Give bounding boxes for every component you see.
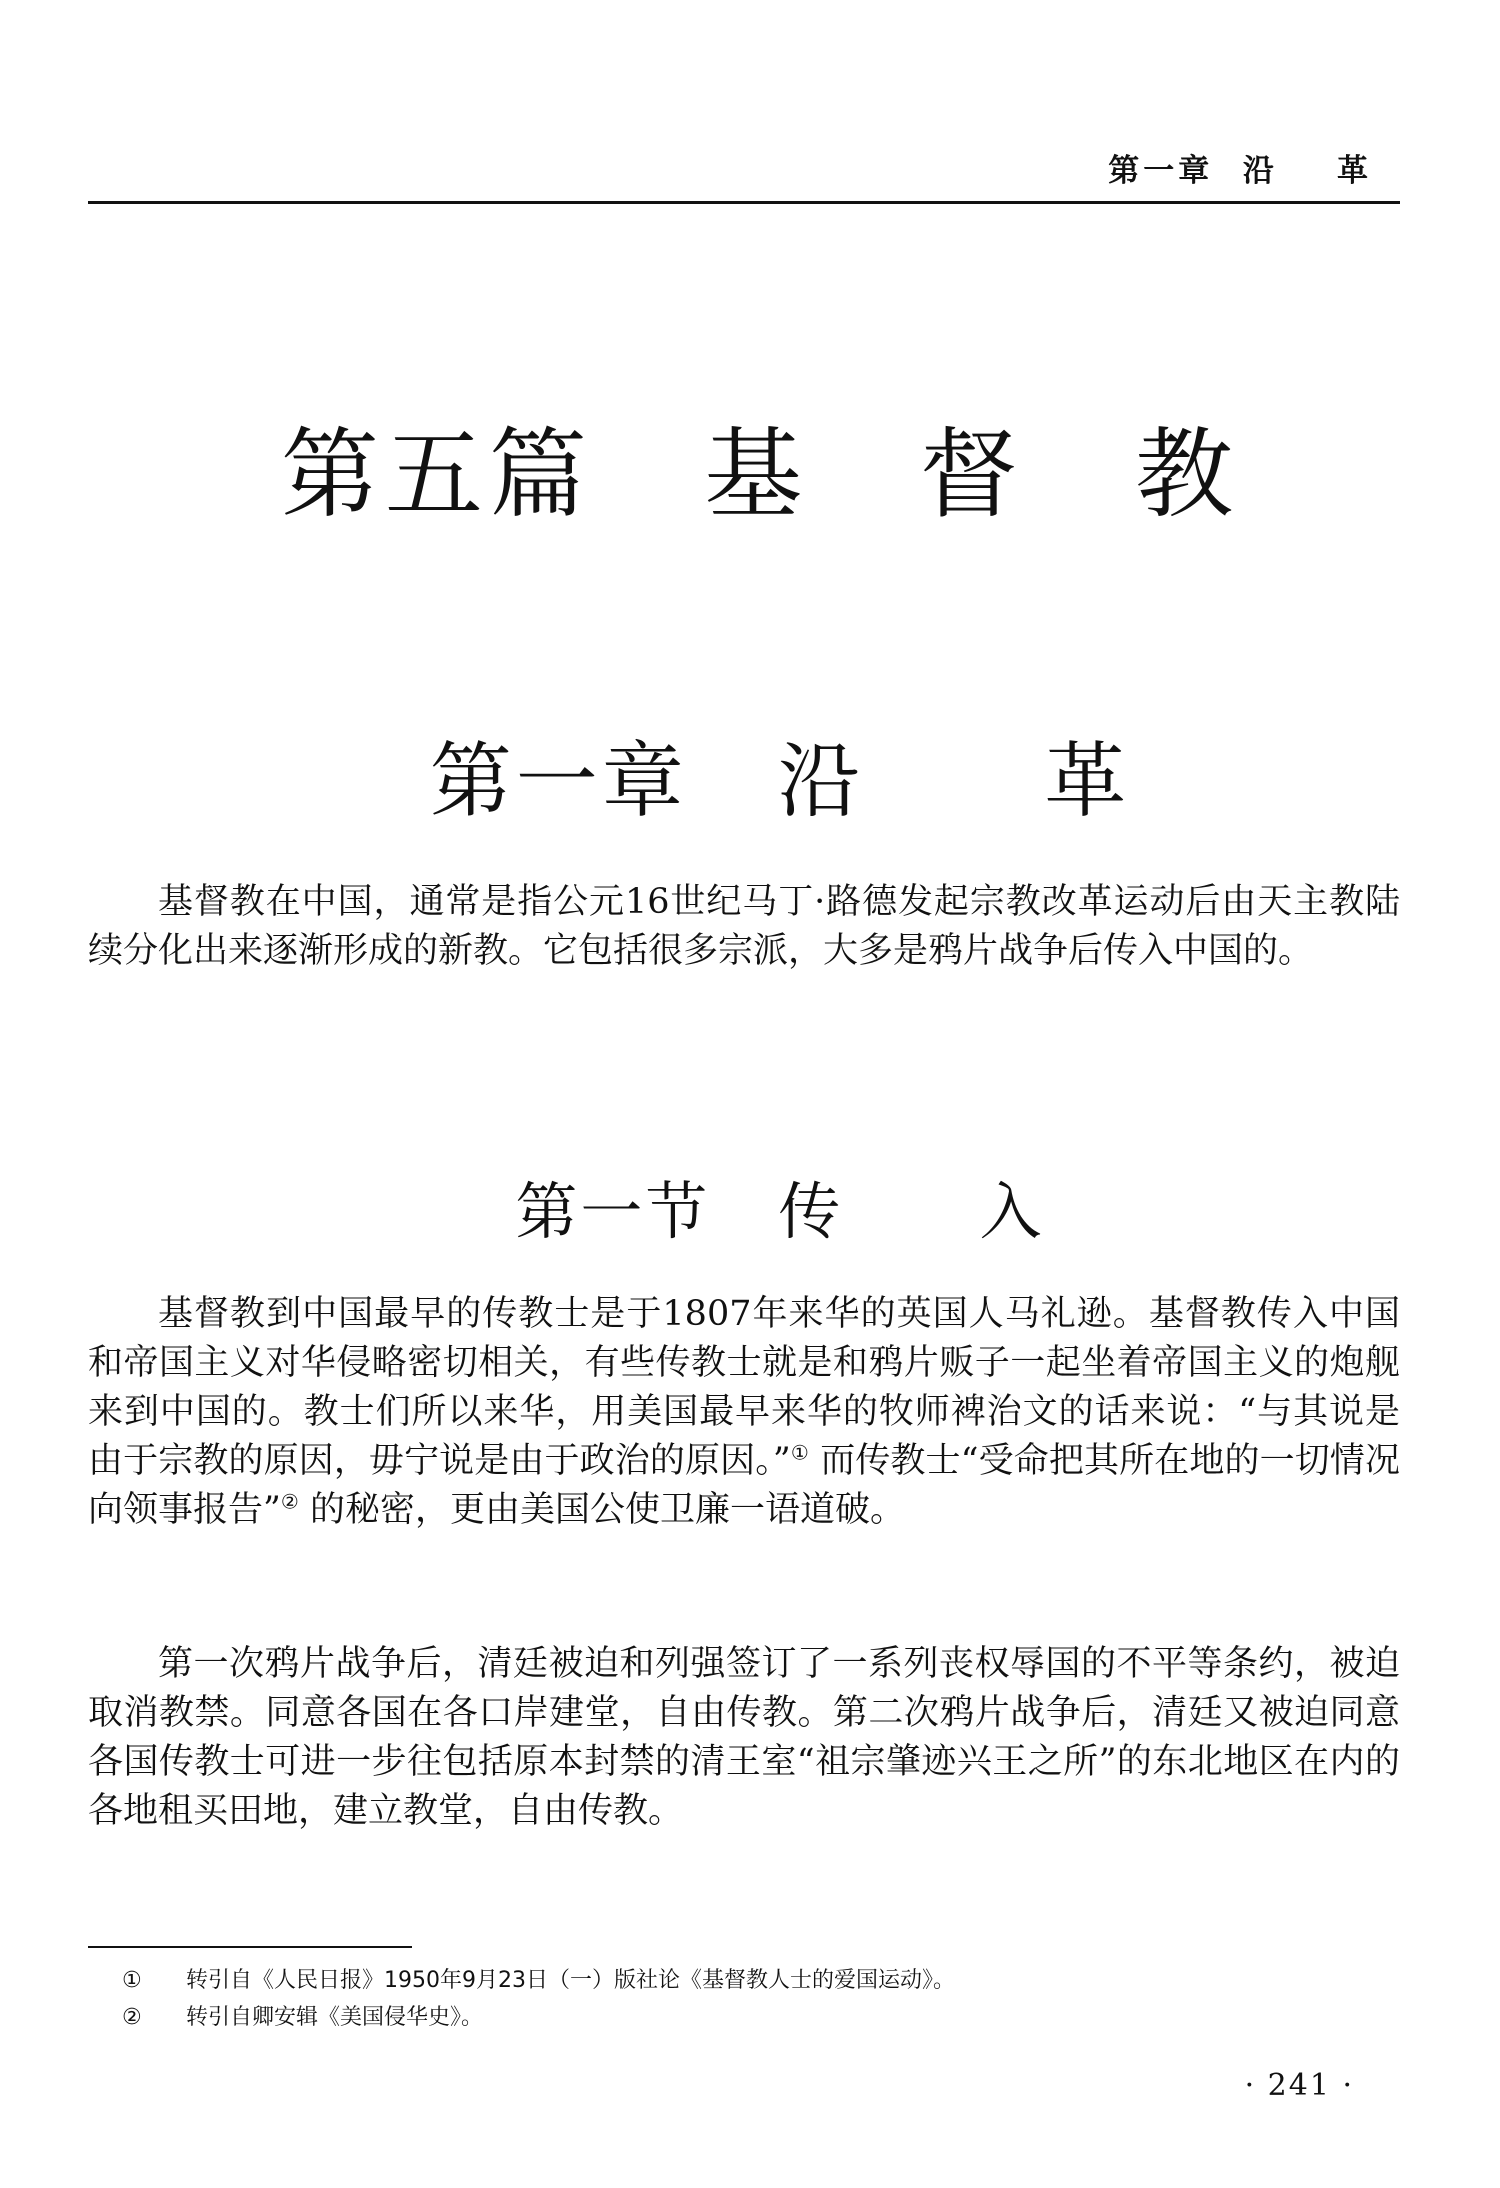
footnote-divider [88, 1946, 412, 1948]
footnote-mark: ① [122, 1968, 142, 1993]
footnote-ref-1[interactable]: ① [790, 1440, 809, 1465]
running-head [88, 145, 1400, 204]
footnote-ref-2[interactable]: ② [280, 1489, 299, 1514]
footnote-text: 转引自《人民日报》1950年9月23日（一）版社论《基督教人士的爱国运动》。 [186, 1968, 955, 1993]
section-paragraph-2: 第一次鸦片战争后，清廷被迫和列强签订了一系列丧权辱国的不平等条约，被迫取消教禁。同意各国在各口岸建堂，自由传教。第二次鸦片战争后，清廷又被迫同意各国传教士可进一步往包括原本封禁的清王室“祖宗肇迹兴王之所”的东北地区在内的各地租买田地，建立教堂，自由传教。 [88, 1644, 1400, 1831]
paragraph-text: 的秘密，更由美国公使卫廉一语道破。 [298, 1490, 905, 1530]
running-head-title: 第一章 沿 革 [1108, 153, 1372, 189]
page-number: · 241 · [1244, 2068, 1354, 2103]
chapter-intro-paragraph: 基督教在中国，通常是指公元16世纪马丁·路德发起宗教改革运动后由天主教陆续分化出来逐渐形成的新教。它包括很多宗派，大多是鸦片战争后传入中国的。 [88, 882, 1400, 971]
footnote-item [122, 1962, 1322, 1999]
footnote-item [122, 1999, 1322, 2036]
section-paragraph-1 [88, 1290, 1400, 1535]
chapter-title: 第一章 沿 革 [429, 734, 1131, 829]
footnote-mark: ② [122, 2005, 142, 2030]
paragraph-text: 而传教士“受命把其所在地的一切情况向领事报告” [88, 1441, 1400, 1530]
part-title: 第五篇 基 督 教 [280, 418, 1240, 532]
paragraph-text: 基督教到中国最早的传教士是于1807年来华的英国人马礼逊。基督教传入中国和帝国主义对华侵略密切相关，有些传教士就是和鸦片贩子一起坐着帝国主义的炮舰来到中国的。教士们所以来华，用美国最早来华的牧师裨治文的话来说：“与其说是由于宗教的原因，毋宁说是由于政治的原因。” [88, 1294, 1400, 1481]
footnote-text: 转引自卿安辑《美国侵华史》。 [186, 2005, 484, 2030]
footnotes [122, 1962, 1322, 2036]
section-title: 第一节 传 入 [515, 1175, 1045, 1248]
